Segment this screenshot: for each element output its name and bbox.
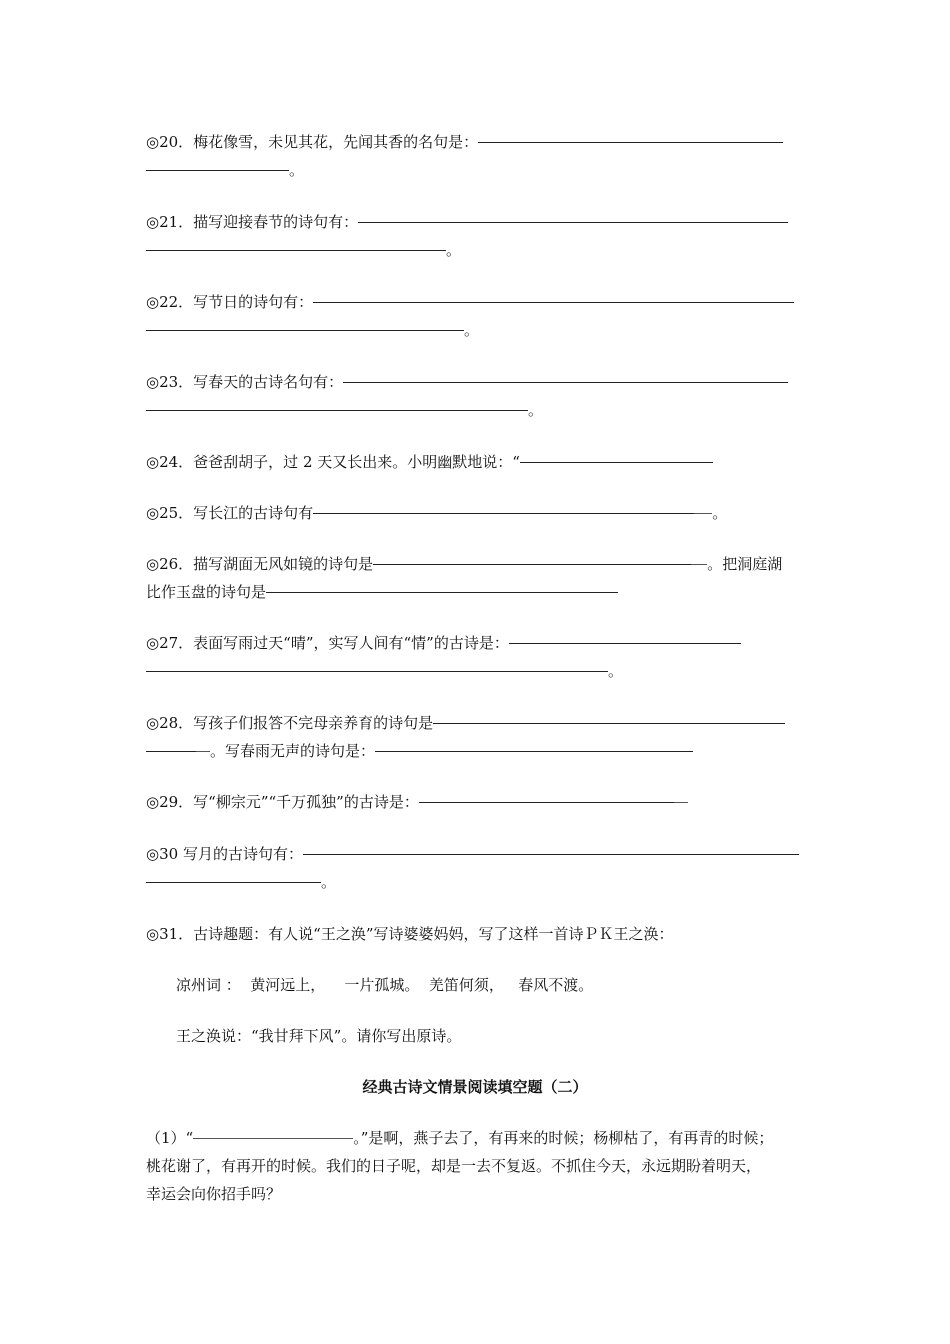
answer-blank[interactable]	[509, 643, 741, 644]
answer-blank[interactable]	[146, 330, 464, 331]
question-20-text: ◎20．梅花像雪，未见其花，先闻其香的名句是：	[146, 133, 479, 151]
question-20-cont: 。	[146, 160, 304, 180]
question-28: ◎28．写孩子们报答不完母亲养育的诗句是	[146, 713, 785, 733]
answer-blank[interactable]	[146, 410, 528, 411]
question-22-cont: 。	[146, 320, 479, 340]
answer-blank[interactable]	[146, 170, 289, 171]
question-30-cont: 。	[146, 872, 336, 892]
question-20	[146, 132, 783, 152]
answer-blank[interactable]	[419, 802, 674, 803]
question-27-cont: 。	[146, 661, 623, 681]
answer-blank[interactable]	[373, 564, 691, 565]
question-28-cont: 。写春雨无声的诗句是：	[146, 741, 693, 761]
reading-1-line2: 桃花谢了，有再开的时候。我们的日子呢，却是一去不复返。不抓住今天，永远期盼着明天，	[146, 1157, 762, 1175]
answer-blank[interactable]	[375, 751, 693, 752]
answer-blank[interactable]	[146, 882, 321, 883]
question-22: ◎22．写节日的诗句有：	[146, 292, 794, 312]
question-27: ◎27．表面写雨过天“晴”，实写人间有“情”的古诗是：	[146, 633, 741, 653]
question-23: ◎23．写春天的古诗名句有：	[146, 372, 788, 392]
poem-prompt: 王之涣说：“我甘拜下风”。请你写出原诗。	[176, 1027, 462, 1045]
answer-blank[interactable]	[343, 382, 788, 383]
answer-blank[interactable]	[193, 1138, 353, 1139]
question-24: ◎24．爸爸刮胡子，过 2 天又长出来。小明幽默地说：“	[146, 452, 713, 472]
reading-1: （1）“ 。”是啊，燕子去了，有再来的时候；杨柳枯了，有再青的时候；	[146, 1129, 774, 1147]
answer-blank[interactable]	[146, 671, 608, 672]
answer-blank[interactable]	[146, 250, 446, 251]
answer-blank[interactable]	[358, 222, 788, 223]
answer-blank[interactable]	[313, 513, 694, 514]
answer-blank[interactable]	[520, 462, 713, 463]
question-23-cont: 。	[146, 400, 543, 420]
question-29: ◎29．写“柳宗元”“千万孤独”的古诗是：	[146, 792, 688, 812]
section-title: 经典古诗文情景阅读填空题（二）	[362, 1078, 588, 1096]
question-21-cont: 。	[146, 240, 461, 260]
question-31: ◎31．古诗趣题：有人说“王之涣”写诗婆婆妈妈，写了这样一首诗ＰＫ王之涣：	[146, 925, 674, 943]
answer-blank[interactable]	[433, 723, 785, 724]
question-30: ◎30 写月的古诗句有：	[146, 844, 799, 864]
poem-line: 凉州词 ： 黄河远上， 一片孤城。 羌笛何须， 春风不渡。	[176, 976, 594, 994]
answer-blank[interactable]	[303, 854, 799, 855]
answer-blank[interactable]	[313, 302, 794, 303]
answer-blank[interactable]	[266, 592, 618, 593]
reading-1-line3: 幸运会向你招手吗？	[146, 1185, 282, 1203]
question-26-cont: 比作玉盘的诗句是	[146, 582, 618, 602]
question-26: ◎26．描写湖面无风如镜的诗句是 。把洞庭湖	[146, 555, 783, 573]
question-21: ◎21．描写迎接春节的诗句有：	[146, 212, 788, 232]
answer-blank[interactable]	[478, 142, 783, 143]
answer-blank[interactable]	[146, 751, 196, 752]
question-25: ◎25．写长江的古诗句有 。	[146, 504, 728, 522]
